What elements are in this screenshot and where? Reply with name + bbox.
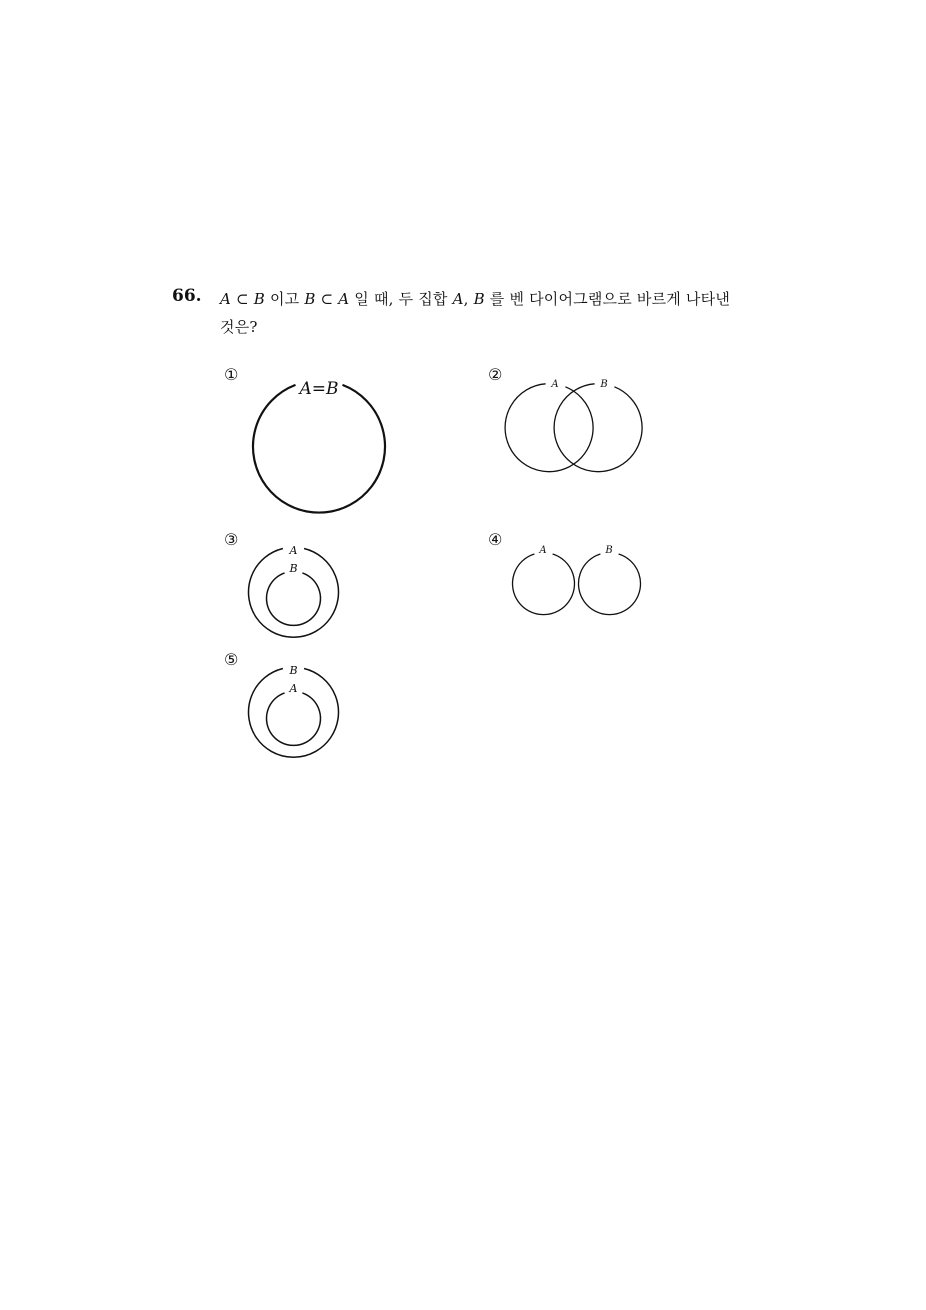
set-circle-b — [579, 554, 641, 615]
set-circle-b — [554, 384, 642, 472]
set-b: B — [304, 290, 316, 308]
set-circle-a — [513, 554, 575, 615]
set-a: A — [452, 290, 464, 308]
option-2-marker[interactable]: ② — [488, 365, 503, 384]
set-a: A — [220, 290, 232, 308]
question-text-line-1 — [220, 288, 730, 309]
option-3-marker[interactable]: ③ — [224, 530, 239, 549]
set-b: B — [253, 290, 265, 308]
label-a: A — [551, 379, 559, 390]
text-fragment: 일 때, 두 집합 — [349, 290, 453, 308]
set-b: B — [473, 290, 485, 308]
option-2-diagram — [500, 374, 670, 484]
option-4-diagram — [500, 540, 650, 620]
label-outer-a: A — [289, 544, 298, 557]
question-text-line-2: 것은? — [220, 318, 258, 336]
text-fragment: 를 벤 다이어그램으로 바르게 나타낸 — [484, 290, 731, 308]
option-5-marker[interactable]: ⑤ — [224, 650, 239, 669]
set-a: A — [338, 290, 350, 308]
option-1-diagram — [240, 374, 400, 524]
label-inner-b: B — [289, 562, 298, 575]
subset-symbol: ⊂ — [315, 290, 339, 308]
set-circle-a-equals-b — [253, 385, 385, 513]
option-5-diagram — [240, 660, 350, 766]
label-a-equals-b: A=B — [299, 379, 339, 399]
inner-circle-a — [267, 693, 321, 745]
question-number: 66. — [172, 286, 202, 306]
comma: , — [463, 290, 474, 308]
label-a: A — [539, 545, 547, 556]
inner-circle-b — [267, 573, 321, 625]
label-b: B — [600, 379, 608, 390]
label-inner-a: A — [289, 682, 298, 695]
subset-symbol: ⊂ — [231, 290, 254, 308]
text-fragment: 이고 — [265, 290, 305, 308]
set-circle-a — [505, 384, 593, 472]
option-3-diagram — [240, 540, 350, 646]
label-outer-b: B — [289, 664, 298, 677]
label-b: B — [605, 545, 613, 556]
option-4-marker[interactable]: ④ — [488, 530, 503, 549]
option-1-marker[interactable]: ① — [224, 365, 239, 384]
